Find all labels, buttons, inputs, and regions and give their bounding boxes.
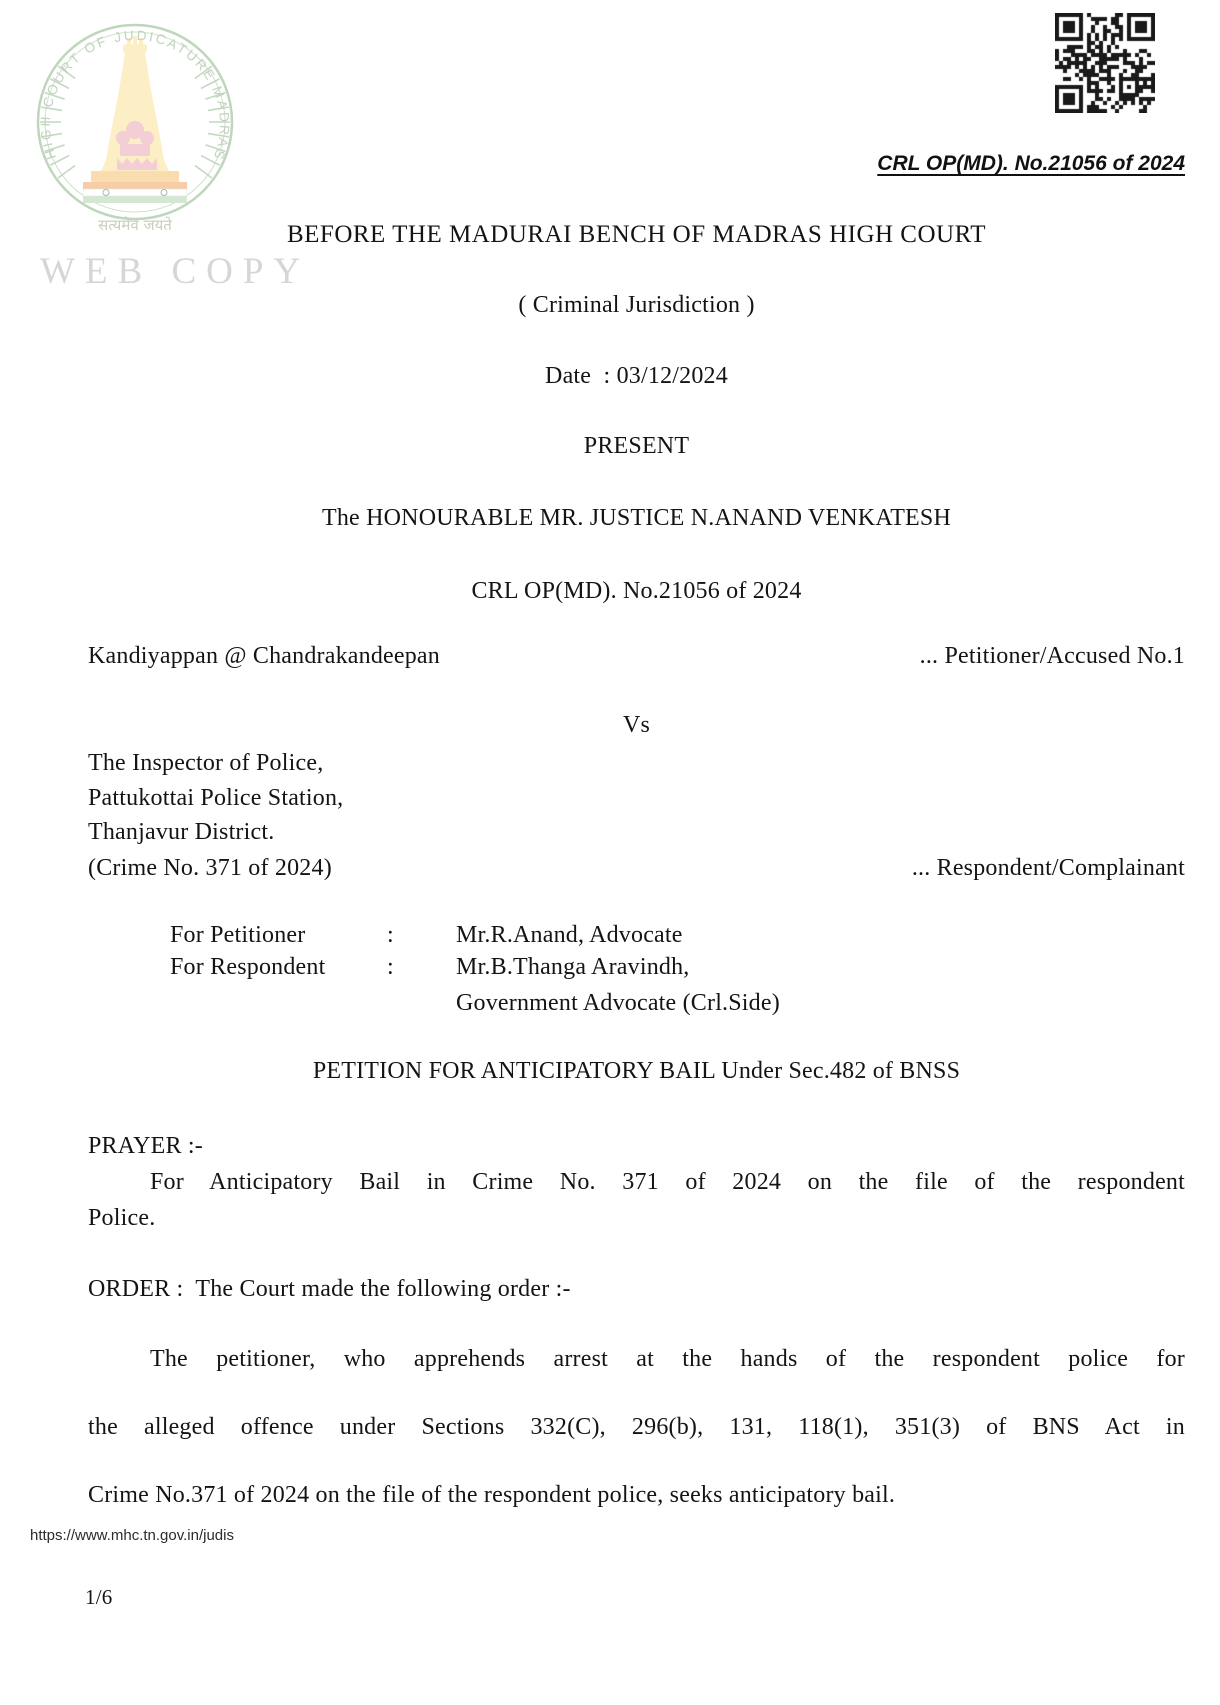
respondent-address-line: Thanjavur District. — [88, 819, 275, 845]
qr-code — [1055, 13, 1155, 113]
present-label: PRESENT — [583, 433, 690, 459]
gopuram-tower — [91, 36, 179, 182]
counsel-value: Mr.R.Anand, Advocate — [456, 922, 683, 948]
high-court-seal-watermark — [34, 18, 236, 240]
counsel-row — [170, 952, 690, 982]
counsel-value-continued: Government Advocate (Crl.Side) — [456, 990, 780, 1016]
web-copy-watermark: WEB COPY — [40, 251, 311, 292]
counsel-value: Mr.B.Thanga Aravindh, — [456, 954, 690, 980]
respondent-address-line: Pattukottai Police Station, — [88, 785, 344, 811]
date-line: Date : 03/12/2024 — [545, 363, 728, 389]
case-number: CRL OP(MD). No.21056 of 2024 — [471, 578, 802, 604]
judge-name: The HONOURABLE MR. JUSTICE N.ANAND VENKATESH — [321, 505, 951, 531]
petitioner-role: ... Petitioner/Accused No.1 — [919, 643, 1185, 669]
respondent-address-line: The Inspector of Police, — [88, 750, 324, 776]
respondent-role: ... Respondent/Complainant — [911, 855, 1185, 881]
prayer-text-line: Police. — [88, 1205, 156, 1231]
court-title: BEFORE THE MADURAI BENCH OF MADRAS HIGH COURT — [286, 221, 987, 248]
case-reference-header: CRL OP(MD). No.21056 of 2024 — [877, 152, 1185, 175]
seal-motto: सत्यमेव जयते — [98, 216, 172, 234]
flag-band — [83, 182, 187, 203]
petitioner-name: Kandiyappan @ Chandrakandeepan — [88, 643, 440, 669]
page-number: 1/6 — [85, 1585, 113, 1609]
judis-url: https://www.mhc.tn.gov.in/judis — [30, 1527, 234, 1544]
petition-heading: PETITION FOR ANTICIPATORY BAIL Under Sec.482 of BNSS — [312, 1058, 961, 1084]
counsel-colon: : — [387, 954, 394, 980]
counsel-label: For Petitioner — [170, 922, 306, 948]
jurisdiction-line: ( Criminal Jurisdiction ) — [518, 292, 755, 318]
order-paragraph-line: the alleged offence under Sections 332(C), 296(b), 131, 118(1), 351(3) of BNS Act in — [88, 1414, 1185, 1440]
prayer-label: PRAYER :- — [88, 1133, 203, 1159]
seal-text: HIGH COURT OF JUDICATURE MADRAS — [37, 27, 233, 164]
counsel-colon: : — [387, 922, 394, 948]
versus-label: Vs — [622, 712, 651, 738]
order-paragraph-line: Crime No.371 of 2024 on the file of the respondent police, seeks anticipatory bail. — [88, 1482, 896, 1508]
order-label: ORDER : The Court made the following order :- — [88, 1276, 571, 1302]
counsel-row — [170, 920, 683, 950]
counsel-label: For Respondent — [170, 954, 326, 980]
prayer-text-line: For Anticipatory Bail in Crime No. 371 of 2024 on the file of the respondent — [150, 1169, 1185, 1195]
order-paragraph-line: The petitioner, who apprehends arrest at the hands of the respondent police for — [150, 1346, 1185, 1372]
respondent-row — [88, 853, 1185, 883]
crime-number: (Crime No. 371 of 2024) — [88, 855, 332, 881]
petitioner-row — [88, 641, 1185, 671]
